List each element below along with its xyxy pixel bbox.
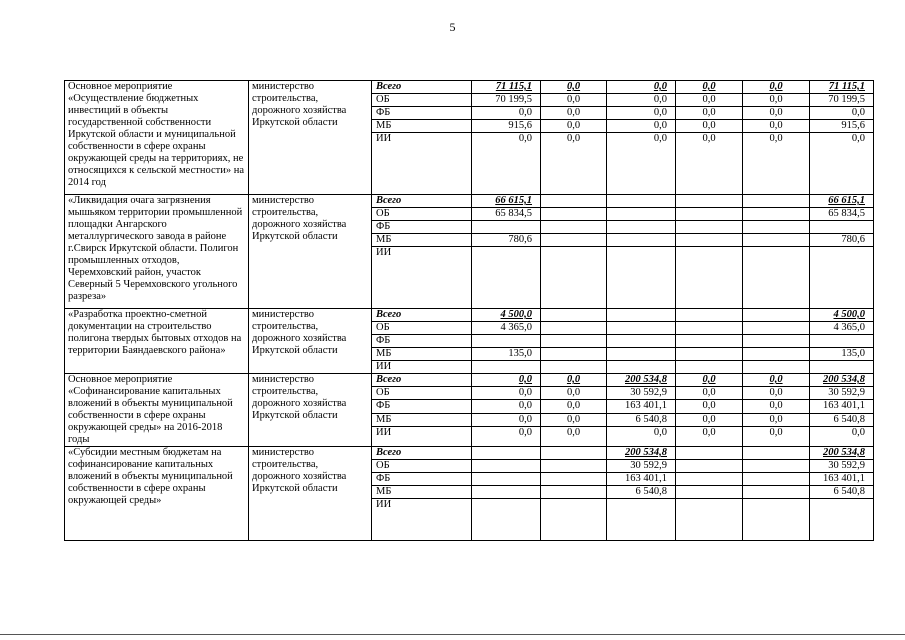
amount-cell xyxy=(541,208,607,221)
amount-cell: 0,0 xyxy=(743,387,810,400)
amount-cell xyxy=(541,348,607,361)
amount-cell: 200 534,8 xyxy=(810,374,874,387)
funding-source: МБ xyxy=(372,120,472,133)
amount-cell: 66 615,1 xyxy=(472,195,541,208)
amount-cell: 0,0 xyxy=(676,81,743,94)
amount-cell: 6 540,8 xyxy=(810,486,874,499)
amount-cell: 0,0 xyxy=(676,94,743,107)
measure-description: «Субсидии местным бюджетам на софинансирование капитальных вложений в объекты муниципальной собственности в сфере охраны окружающей среды» xyxy=(65,447,249,541)
amount-cell: 30 592,9 xyxy=(607,460,676,473)
amount-cell: 0,0 xyxy=(607,107,676,120)
amount-cell xyxy=(472,221,541,234)
amount-cell: 0,0 xyxy=(607,94,676,107)
amount-cell xyxy=(472,447,541,460)
amount-cell xyxy=(810,499,874,541)
amount-cell xyxy=(607,335,676,348)
amount-cell xyxy=(676,195,743,208)
amount-cell: 65 834,5 xyxy=(810,208,874,221)
amount-cell: 0,0 xyxy=(541,94,607,107)
amount-cell: 0,0 xyxy=(541,426,607,446)
funding-source: Всего xyxy=(372,195,472,208)
amount-cell: 780,6 xyxy=(810,234,874,247)
amount-cell xyxy=(541,473,607,486)
amount-cell: 0,0 xyxy=(607,81,676,94)
amount-cell xyxy=(743,361,810,374)
amount-cell xyxy=(607,221,676,234)
funding-source: ФБ xyxy=(372,400,472,413)
amount-cell xyxy=(541,221,607,234)
amount-cell xyxy=(472,460,541,473)
measure-description: «Ликвидация очага загрязнения мышьяком территории промышленной площадки Ангарского металлургического завода в районе г.Свирск Иркутской области. Полигон промышленных отходов, Черемховский район, участок Северный 5 Черемховского угольного разреза» xyxy=(65,195,249,309)
amount-cell: 0,0 xyxy=(541,81,607,94)
responsible-executor: министерство строительства, дорожного хозяйства Иркутской области xyxy=(249,309,372,374)
amount-cell xyxy=(743,247,810,309)
budget-table xyxy=(64,80,874,541)
amount-cell xyxy=(676,234,743,247)
funding-source: ОБ xyxy=(372,94,472,107)
amount-cell: 0,0 xyxy=(810,107,874,120)
amount-cell: 0,0 xyxy=(541,400,607,413)
amount-cell: 0,0 xyxy=(676,133,743,195)
amount-cell: 30 592,9 xyxy=(810,460,874,473)
amount-cell xyxy=(607,247,676,309)
amount-cell: 0,0 xyxy=(472,374,541,387)
responsible-executor: министерство строительства, дорожного хозяйства Иркутской области xyxy=(249,374,372,447)
funding-source: ФБ xyxy=(372,335,472,348)
amount-cell: 0,0 xyxy=(676,387,743,400)
amount-cell xyxy=(676,322,743,335)
amount-cell xyxy=(810,221,874,234)
amount-cell: 0,0 xyxy=(810,426,874,446)
amount-cell xyxy=(541,499,607,541)
amount-cell: 0,0 xyxy=(607,120,676,133)
amount-cell: 71 115,1 xyxy=(810,81,874,94)
measure-description: Основное мероприятие «Софинансирование капитальных вложений в объекты муниципальной собственности в сфере охраны окружающей среды» на 2016-2018 годы xyxy=(65,374,249,447)
amount-cell xyxy=(607,322,676,335)
amount-cell xyxy=(676,447,743,460)
funding-source: ОБ xyxy=(372,387,472,400)
amount-cell xyxy=(607,309,676,322)
amount-cell: 0,0 xyxy=(607,426,676,446)
measure-description: «Разработка проектно-сметной документации на строительство полигона твердых бытовых отходов на территории Баяндаевского района» xyxy=(65,309,249,374)
amount-cell xyxy=(676,499,743,541)
amount-cell xyxy=(676,208,743,221)
amount-cell: 0,0 xyxy=(676,400,743,413)
amount-cell xyxy=(541,234,607,247)
table-row xyxy=(65,195,874,208)
amount-cell: 163 401,1 xyxy=(607,400,676,413)
funding-source: МБ xyxy=(372,234,472,247)
amount-cell: 70 199,5 xyxy=(810,94,874,107)
amount-cell xyxy=(810,247,874,309)
amount-cell xyxy=(743,195,810,208)
amount-cell xyxy=(743,309,810,322)
amount-cell xyxy=(607,361,676,374)
amount-cell xyxy=(472,361,541,374)
funding-source: ИИ xyxy=(372,361,472,374)
amount-cell xyxy=(541,322,607,335)
amount-cell: 163 401,1 xyxy=(810,473,874,486)
amount-cell xyxy=(472,486,541,499)
amount-cell: 135,0 xyxy=(472,348,541,361)
responsible-executor: министерство строительства, дорожного хозяйства Иркутской области xyxy=(249,195,372,309)
measure-description: Основное мероприятие «Осуществление бюджетных инвестиций в объекты государственной собственности Иркутской области и муниципальной собственности в сфере охраны окружающей среды на территориях, не относящихся к сельской местности» на 2014 год xyxy=(65,81,249,195)
amount-cell xyxy=(541,447,607,460)
amount-cell xyxy=(743,335,810,348)
funding-source: ИИ xyxy=(372,133,472,195)
amount-cell: 6 540,8 xyxy=(607,486,676,499)
amount-cell: 30 592,9 xyxy=(810,387,874,400)
amount-cell: 30 592,9 xyxy=(607,387,676,400)
amount-cell xyxy=(607,195,676,208)
amount-cell: 4 500,0 xyxy=(810,309,874,322)
table-body xyxy=(65,81,874,541)
funding-source: Всего xyxy=(372,374,472,387)
amount-cell xyxy=(541,460,607,473)
amount-cell: 0,0 xyxy=(743,413,810,426)
amount-cell: 163 401,1 xyxy=(810,400,874,413)
amount-cell: 0,0 xyxy=(472,413,541,426)
amount-cell: 200 534,8 xyxy=(810,447,874,460)
amount-cell: 200 534,8 xyxy=(607,374,676,387)
amount-cell: 0,0 xyxy=(743,400,810,413)
amount-cell: 0,0 xyxy=(743,81,810,94)
amount-cell: 0,0 xyxy=(541,120,607,133)
responsible-executor: министерство строительства, дорожного хозяйства Иркутской области xyxy=(249,447,372,541)
funding-source: ОБ xyxy=(372,208,472,221)
funding-source: МБ xyxy=(372,348,472,361)
amount-cell: 915,6 xyxy=(472,120,541,133)
amount-cell xyxy=(676,486,743,499)
amount-cell: 0,0 xyxy=(676,120,743,133)
scan-edge-line xyxy=(0,634,905,635)
amount-cell xyxy=(607,499,676,541)
amount-cell: 0,0 xyxy=(541,374,607,387)
amount-cell xyxy=(743,499,810,541)
table-row xyxy=(65,81,874,94)
amount-cell: 0,0 xyxy=(472,133,541,195)
amount-cell xyxy=(743,486,810,499)
amount-cell xyxy=(607,234,676,247)
amount-cell: 0,0 xyxy=(810,133,874,195)
amount-cell: 0,0 xyxy=(743,107,810,120)
funding-source: МБ xyxy=(372,413,472,426)
funding-source: ОБ xyxy=(372,322,472,335)
funding-source: ИИ xyxy=(372,247,472,309)
amount-cell xyxy=(541,247,607,309)
funding-source: Всего xyxy=(372,309,472,322)
amount-cell xyxy=(810,335,874,348)
amount-cell xyxy=(607,348,676,361)
amount-cell xyxy=(541,195,607,208)
amount-cell: 71 115,1 xyxy=(472,81,541,94)
funding-source: ИИ xyxy=(372,426,472,446)
page-number: 5 xyxy=(449,20,456,34)
amount-cell: 0,0 xyxy=(743,120,810,133)
amount-cell: 0,0 xyxy=(743,133,810,195)
amount-cell: 163 401,1 xyxy=(607,473,676,486)
amount-cell: 66 615,1 xyxy=(810,195,874,208)
amount-cell xyxy=(676,361,743,374)
amount-cell: 4 365,0 xyxy=(810,322,874,335)
amount-cell xyxy=(743,208,810,221)
amount-cell xyxy=(541,309,607,322)
funding-source: ИИ xyxy=(372,499,472,541)
table-row xyxy=(65,374,874,387)
amount-cell: 200 534,8 xyxy=(607,447,676,460)
amount-cell: 0,0 xyxy=(676,107,743,120)
amount-cell xyxy=(472,473,541,486)
funding-source: ФБ xyxy=(372,107,472,120)
amount-cell xyxy=(743,447,810,460)
table-row xyxy=(65,447,874,460)
amount-cell xyxy=(676,247,743,309)
amount-cell: 915,6 xyxy=(810,120,874,133)
amount-cell xyxy=(541,361,607,374)
amount-cell xyxy=(676,348,743,361)
amount-cell xyxy=(743,473,810,486)
amount-cell: 6 540,8 xyxy=(810,413,874,426)
amount-cell xyxy=(743,460,810,473)
amount-cell: 0,0 xyxy=(541,413,607,426)
amount-cell: 0,0 xyxy=(743,426,810,446)
amount-cell: 0,0 xyxy=(743,94,810,107)
amount-cell: 0,0 xyxy=(676,426,743,446)
funding-source: ОБ xyxy=(372,460,472,473)
amount-cell: 4 365,0 xyxy=(472,322,541,335)
amount-cell xyxy=(810,361,874,374)
amount-cell: 0,0 xyxy=(676,374,743,387)
amount-cell xyxy=(676,460,743,473)
amount-cell: 0,0 xyxy=(472,387,541,400)
amount-cell: 0,0 xyxy=(743,374,810,387)
amount-cell: 0,0 xyxy=(676,413,743,426)
amount-cell: 780,6 xyxy=(472,234,541,247)
funding-source: ФБ xyxy=(372,221,472,234)
funding-source: Всего xyxy=(372,447,472,460)
amount-cell xyxy=(472,335,541,348)
amount-cell: 0,0 xyxy=(472,107,541,120)
amount-cell xyxy=(743,221,810,234)
amount-cell: 0,0 xyxy=(541,387,607,400)
amount-cell xyxy=(472,247,541,309)
amount-cell xyxy=(676,473,743,486)
amount-cell xyxy=(743,234,810,247)
amount-cell xyxy=(743,322,810,335)
amount-cell: 4 500,0 xyxy=(472,309,541,322)
funding-source: ФБ xyxy=(372,473,472,486)
amount-cell xyxy=(541,335,607,348)
amount-cell xyxy=(676,309,743,322)
amount-cell: 0,0 xyxy=(541,107,607,120)
responsible-executor: министерство строительства, дорожного хозяйства Иркутской области xyxy=(249,81,372,195)
amount-cell xyxy=(472,499,541,541)
amount-cell: 0,0 xyxy=(607,133,676,195)
amount-cell xyxy=(676,221,743,234)
amount-cell xyxy=(676,335,743,348)
amount-cell: 65 834,5 xyxy=(472,208,541,221)
amount-cell: 6 540,8 xyxy=(607,413,676,426)
funding-source: Всего xyxy=(372,81,472,94)
amount-cell: 0,0 xyxy=(541,133,607,195)
amount-cell: 70 199,5 xyxy=(472,94,541,107)
amount-cell: 0,0 xyxy=(472,426,541,446)
amount-cell: 0,0 xyxy=(472,400,541,413)
amount-cell xyxy=(743,348,810,361)
table-row xyxy=(65,309,874,322)
amount-cell: 135,0 xyxy=(810,348,874,361)
amount-cell xyxy=(541,486,607,499)
amount-cell xyxy=(607,208,676,221)
funding-source: МБ xyxy=(372,486,472,499)
